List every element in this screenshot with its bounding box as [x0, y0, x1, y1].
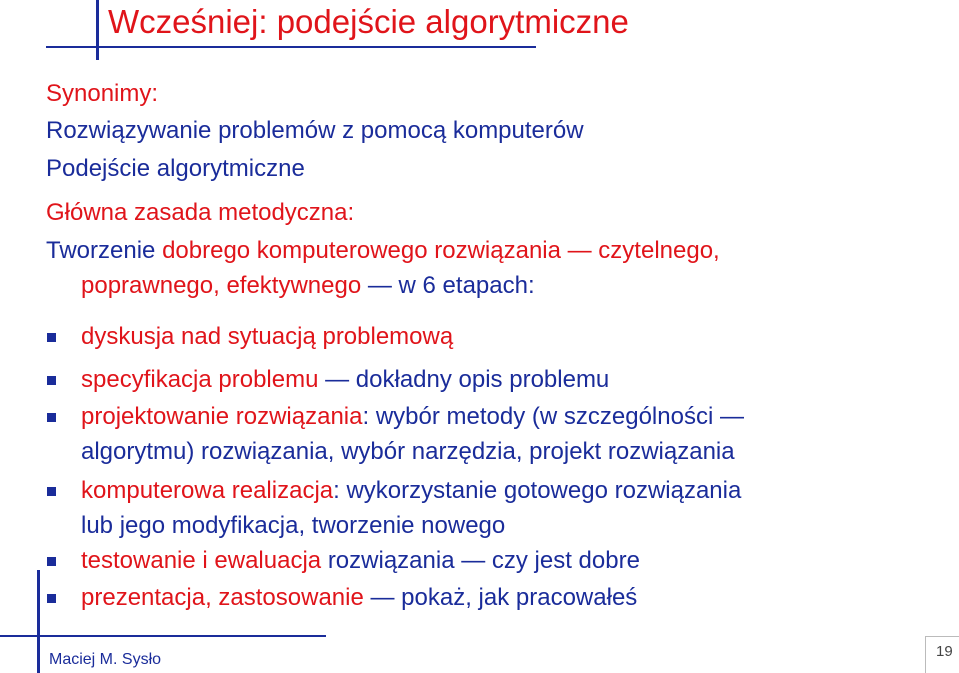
step-line	[81, 512, 505, 540]
title-vertical-rule	[96, 0, 99, 60]
principle-line-2-b: — w 6 etapach:	[367, 272, 535, 299]
synonym-1: Rozwiązywanie problemów z pomocą komputerów	[46, 117, 584, 144]
step-line	[81, 403, 744, 431]
step-text: testowanie i ewaluacja	[81, 547, 328, 574]
step-line	[81, 584, 637, 612]
principle-line-2	[81, 272, 535, 300]
step-text: rozwiązania — czy jest dobre	[327, 547, 640, 574]
bullet-icon	[47, 487, 56, 496]
step-line	[81, 438, 735, 466]
step-text: lub jego modyfikacja, tworzenie nowego	[81, 512, 506, 539]
principle-heading: Główna zasada metodyczna:	[46, 199, 355, 226]
step-line	[81, 323, 453, 351]
bullet-icon	[47, 557, 56, 566]
principle-line-1	[46, 237, 720, 265]
step-line	[81, 547, 640, 575]
step-text: prezentacja, zastosowanie	[81, 584, 371, 611]
title-horizontal-rule	[46, 46, 536, 48]
footer-horizontal-rule	[0, 635, 326, 637]
step-text: algorytmu) rozwiązania, wybór narzędzia, projekt rozwiązania	[81, 438, 735, 465]
footer-author: Maciej M. Sysło	[49, 651, 162, 668]
step-text: — dokładny opis problemu	[325, 366, 610, 393]
step-line	[81, 366, 609, 394]
step-text: : wybór metody (w szczególności —	[362, 403, 744, 430]
bullet-icon	[47, 594, 56, 603]
step-text: dyskusja nad sytuacją problemową	[81, 323, 454, 350]
step-line	[81, 477, 741, 505]
bullet-icon	[47, 413, 56, 422]
step-text: specyfikacja problemu	[81, 366, 326, 393]
principle-line-2-a: poprawnego, efektywnego	[81, 272, 368, 299]
principle-line-1-a: Tworzenie	[46, 237, 163, 264]
synonyms-heading: Synonimy:	[46, 80, 159, 107]
bullet-icon	[47, 333, 56, 342]
step-text: komputerowa realizacja	[81, 477, 334, 504]
page-number: 19	[936, 643, 953, 660]
principle-line-1-b: dobrego komputerowego rozwiązania — czytelnego,	[162, 237, 720, 264]
synonym-2: Podejście algorytmiczne	[46, 155, 305, 182]
step-text: — pokaż, jak pracowałeś	[370, 584, 638, 611]
step-text: projektowanie rozwiązania	[81, 403, 363, 430]
footer-vertical-rule	[37, 570, 40, 673]
bullet-icon	[47, 376, 56, 385]
step-text: : wykorzystanie gotowego rozwiązania	[333, 477, 742, 504]
slide-title: Wcześniej: podejście algorytmiczne	[108, 3, 629, 40]
